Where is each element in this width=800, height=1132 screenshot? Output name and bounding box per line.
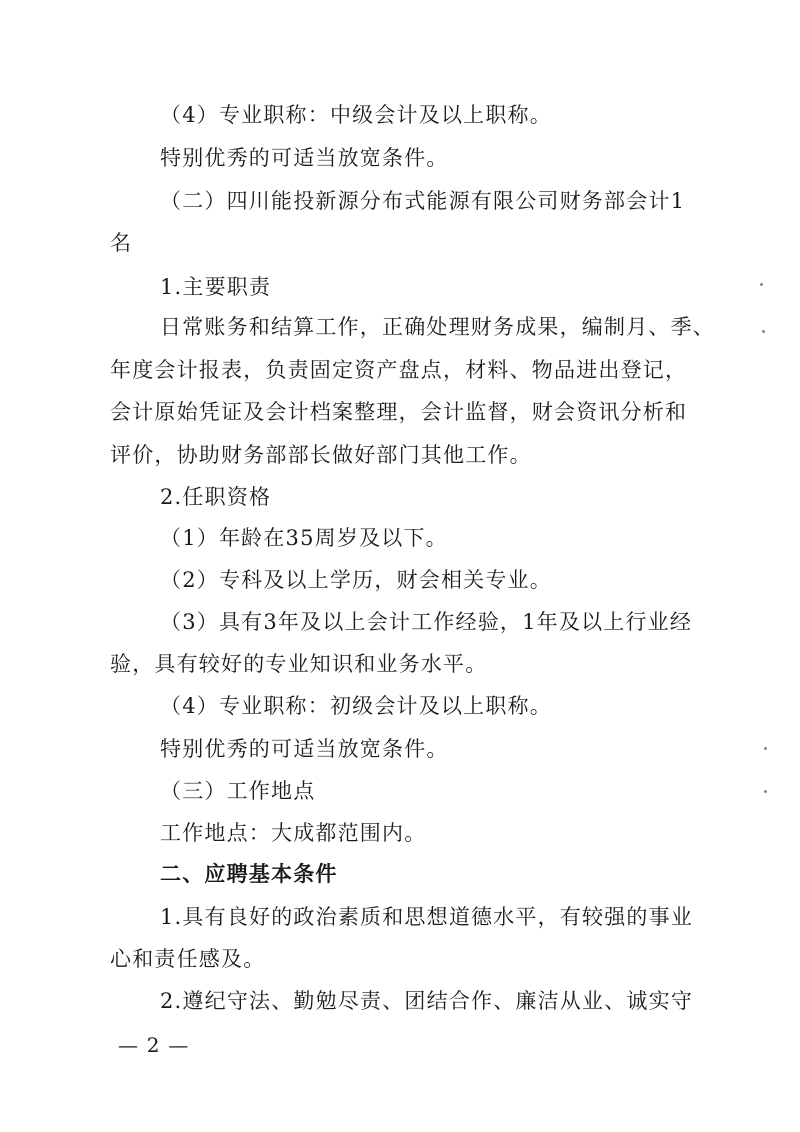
text-line: 2.遵纪守法、勤勉尽责、团结合作、廉洁从业、诚实守 (160, 989, 694, 1013)
text-line: 名 (110, 231, 133, 255)
text-line: （1）年龄在35周岁及以下。 (160, 526, 448, 550)
scan-speck (764, 790, 767, 793)
text-line: 心和责任感及。 (110, 947, 266, 971)
text-line: 特别优秀的可适当放宽条件。 (160, 737, 449, 761)
text-line: （4）专业职称：初级会计及以上职称。 (160, 694, 552, 718)
section-heading: （三）工作地点 (160, 779, 316, 803)
text-line: 1.具有良好的政治素质和思想道德水平，有较强的事业 (160, 905, 694, 929)
scan-speck (764, 747, 767, 750)
text-line: 特别优秀的可适当放宽条件。 (160, 146, 449, 170)
chapter-heading: 二、应聘基本条件 (160, 861, 338, 886)
scan-speck (762, 330, 765, 333)
page-number: — 2 — (118, 1033, 190, 1057)
subheading: 2.任职资格 (160, 485, 272, 509)
text-line: （2）专科及以上学历，财会相关专业。 (160, 568, 552, 592)
text-line: 工作地点：大成都范围内。 (160, 821, 427, 845)
text-line: （3）具有3年及以上会计工作经验，1年及以上行业经 (160, 610, 693, 634)
text-line: 评价，协助财务部部长做好部门其他工作。 (110, 443, 532, 467)
text-line: 会计原始凭证及会计档案整理，会计监督，财会资讯分析和 (110, 400, 688, 424)
text-line: （4）专业职称：中级会计及以上职称。 (160, 103, 552, 127)
subheading: 1.主要职责 (160, 275, 272, 299)
text-line: 日常账务和结算工作，正确处理财务成果，编制月、季、 (160, 315, 715, 339)
text-line: 验，具有较好的专业知识和业务水平。 (110, 652, 488, 676)
text-line: 年度会计报表，负责固定资产盘点，材料、物品进出登记， (110, 358, 688, 382)
section-heading: （二）四川能投新源分布式能源有限公司财务部会计1 (160, 189, 686, 213)
scan-speck (760, 283, 763, 286)
